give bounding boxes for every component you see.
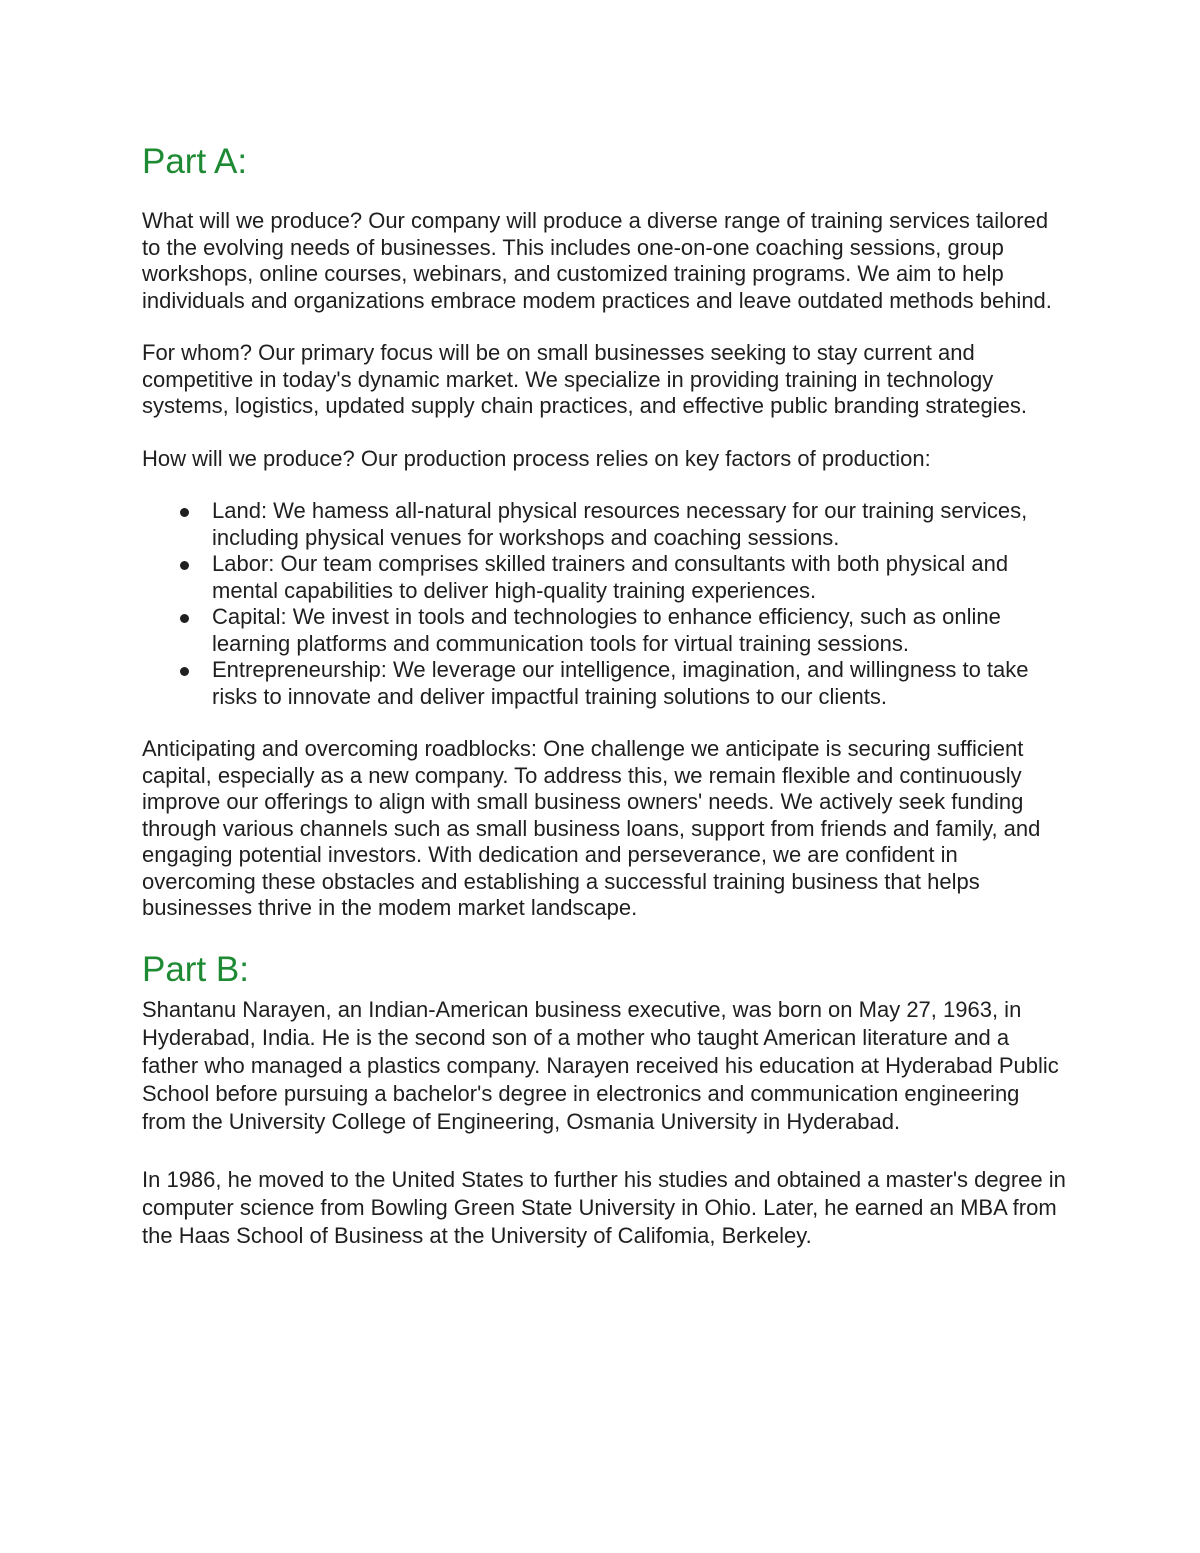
- list-item-labor: [142, 551, 1067, 604]
- paragraph-biography: Shantanu Narayen, an Indian-American business executive, was born on May 27, 1963, in Hyderabad, India. He is the second son of a mother who taught American literature and a father who managed a plastics company. Narayen received his education at Hyderabad Public School before pursuing a bachelor's degree in electronics and communication engineering from the University College of Engineering, Osmania University in Hyderabad.: [142, 996, 1059, 1135]
- bullet-icon: [180, 614, 189, 623]
- part-a-heading: Part A:: [142, 142, 248, 181]
- bullet-icon: [180, 508, 189, 517]
- list-item-text: Capital: We invest in tools and technologies to enhance efficiency, such as online learning platforms and communication tools for virtual training sessions.: [212, 604, 1001, 656]
- paragraph-what-will-we-produce: What will we produce? Our company will produce a diverse range of training services tailored to the evolving needs of businesses. This includes one-on-one coaching sessions, group workshops, online courses, webinars, and customized training programs. We aim to help individuals and organizations embrace modem practices and leave outdated methods behind.: [142, 208, 1052, 313]
- part-b-heading: Part B:: [142, 949, 249, 989]
- list-item-entrepreneurship: [142, 657, 1067, 710]
- part-b-section: [142, 950, 1067, 1251]
- paragraph-for-whom: For whom? Our primary focus will be on small businesses seeking to stay current and competitive in today's dynamic market. We specialize in providing training in technology systems, logistics, updated supply chain practices, and effective public branding strategies.: [142, 340, 1027, 418]
- factors-of-production-list: [142, 498, 1067, 710]
- list-item-capital: [142, 604, 1067, 657]
- bullet-icon: [180, 561, 189, 570]
- bullet-icon: [180, 667, 189, 676]
- paragraph-roadblocks: Anticipating and overcoming roadblocks: One challenge we anticipate is securing sufficient capital, especially as a new company. To address this, we remain flexible and continuously improve our offerings to align with small business owners' needs. We actively seek funding through various channels such as small business loans, support from friends and family, and engaging potential investors. With dedication and perseverance, we are confident in overcoming these obstacles and establishing a successful training business that helps businesses thrive in the modem market landscape.: [142, 736, 1041, 920]
- list-item-land: [142, 498, 1067, 551]
- paragraph-move-to-us: In 1986, he moved to the United States to further his studies and obtained a master's degree in computer science from Bowling Green State University in Ohio. Later, he earned an MBA from the Haas School of Business at the University of Califomia, Berkeley.: [142, 1166, 1066, 1248]
- part-a-section: [142, 142, 1067, 922]
- paragraph-how-will-we-produce: How will we produce? Our production process relies on key factors of production:: [142, 445, 931, 471]
- list-item-text: Land: We hamess all-natural physical resources necessary for our training services, including physical venues for workshops and coaching sessions.: [212, 498, 1028, 550]
- list-item-text: Labor: Our team comprises skilled trainers and consultants with both physical and mental capabilities to deliver high-quality training experiences.: [212, 551, 1009, 603]
- list-item-text: Entrepreneurship: We leverage our intelligence, imagination, and willingness to take risks to innovate and deliver impactful training solutions to our clients.: [212, 657, 1029, 709]
- document-page: [142, 0, 1067, 1279]
